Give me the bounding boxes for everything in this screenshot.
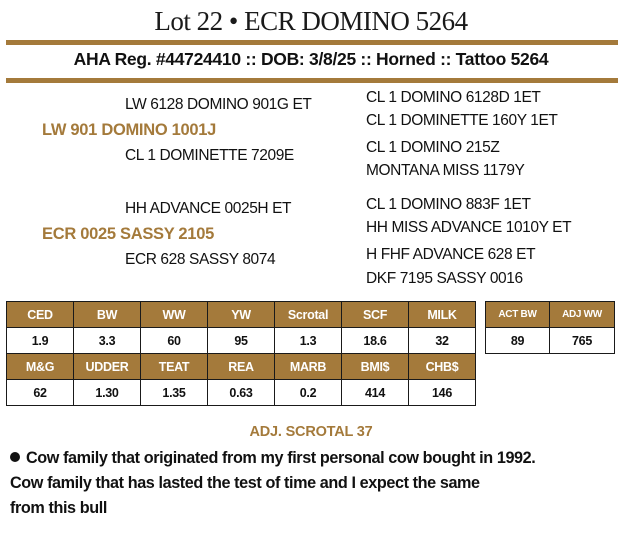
- great-grand-2: CL 1 DOMINETTE 160Y 1ET: [366, 112, 558, 129]
- epd-header-udder: UDDER: [74, 354, 141, 380]
- actuals-value-act-bw: 89: [486, 328, 550, 354]
- epd-value-row-1: [7, 328, 476, 354]
- great-grand-4: MONTANA MISS 1179Y: [366, 162, 525, 179]
- epd-value-marb: 0.2: [275, 380, 342, 406]
- epd-value-udder: 1.30: [74, 380, 141, 406]
- epd-header-bmi: BMI$: [342, 354, 409, 380]
- great-grand-6: HH MISS ADVANCE 1010Y ET: [366, 219, 572, 236]
- epd-value-chb: 146: [409, 380, 476, 406]
- epd-table: [6, 301, 476, 406]
- dam: ECR 0025 SASSY 2105: [42, 225, 214, 243]
- sire-sire: LW 6128 DOMINO 901G ET: [125, 96, 312, 113]
- epd-header-yw: YW: [208, 302, 275, 328]
- actuals-header-adj-ww: ADJ WW: [550, 302, 615, 328]
- epd-header-marb: MARB: [275, 354, 342, 380]
- actuals-value-row: [486, 328, 615, 354]
- epd-header-row-1: [7, 302, 476, 328]
- epd-value-ww: 60: [141, 328, 208, 354]
- epd-header-teat: TEAT: [141, 354, 208, 380]
- epd-header-row-2: [7, 354, 476, 380]
- epd-header-mg: M&G: [7, 354, 74, 380]
- great-grand-5: CL 1 DOMINO 883F 1ET: [366, 196, 531, 213]
- adj-scrotal: ADJ. SCROTAL 37: [249, 424, 373, 440]
- lot-title: Lot 22 • ECR DOMINO 5264: [154, 6, 468, 36]
- epd-value-teat: 1.35: [141, 380, 208, 406]
- epd-header-ww: WW: [141, 302, 208, 328]
- epd-header-milk: MILK: [409, 302, 476, 328]
- sire-dam: CL 1 DOMINETTE 7209E: [125, 147, 294, 164]
- epd-header-scf: SCF: [342, 302, 409, 328]
- note-line-1-text: Cow family that originated from my first personal cow bought in 1992.: [26, 449, 536, 467]
- epd-header-bw: BW: [74, 302, 141, 328]
- great-grand-1: CL 1 DOMINO 6128D 1ET: [366, 89, 541, 106]
- actuals-table: [485, 301, 615, 354]
- actuals-value-adj-ww: 765: [550, 328, 615, 354]
- epd-value-bw: 3.3: [74, 328, 141, 354]
- epd-header-ced: CED: [7, 302, 74, 328]
- epd-value-rea: 0.63: [208, 380, 275, 406]
- epd-value-milk: 32: [409, 328, 476, 354]
- dam-dam: ECR 628 SASSY 8074: [125, 251, 276, 268]
- dam-sire: HH ADVANCE 0025H ET: [125, 200, 292, 217]
- note-line-3: from this bull: [10, 499, 107, 517]
- epd-header-rea: REA: [208, 354, 275, 380]
- lot-notes: [10, 446, 616, 521]
- epd-header-scrotal: Scrotal: [275, 302, 342, 328]
- registration-line: AHA Reg. #44724410 :: DOB: 3/8/25 :: Horned :: Tattoo 5264: [73, 49, 549, 69]
- bullet-icon: [10, 452, 20, 462]
- epd-value-scrotal: 1.3: [275, 328, 342, 354]
- epd-value-row-2: [7, 380, 476, 406]
- great-grand-7: H FHF ADVANCE 628 ET: [366, 246, 536, 263]
- epd-value-bmi: 414: [342, 380, 409, 406]
- epd-value-scf: 18.6: [342, 328, 409, 354]
- epd-header-chb: CHB$: [409, 354, 476, 380]
- epd-value-ced: 1.9: [7, 328, 74, 354]
- great-grand-3: CL 1 DOMINO 215Z: [366, 139, 500, 156]
- actuals-header-act-bw: ACT BW: [486, 302, 550, 328]
- actuals-header-row: [486, 302, 615, 328]
- note-line-2: Cow family that has lasted the test of time and I expect the same: [10, 474, 480, 492]
- top-divider: [6, 40, 618, 45]
- great-grand-8: DKF 7195 SASSY 0016: [366, 270, 523, 287]
- epd-value-mg: 62: [7, 380, 74, 406]
- note-line-1: [10, 446, 616, 471]
- epd-value-yw: 95: [208, 328, 275, 354]
- bottom-divider: [6, 78, 618, 83]
- sire: LW 901 DOMINO 1001J: [42, 121, 217, 139]
